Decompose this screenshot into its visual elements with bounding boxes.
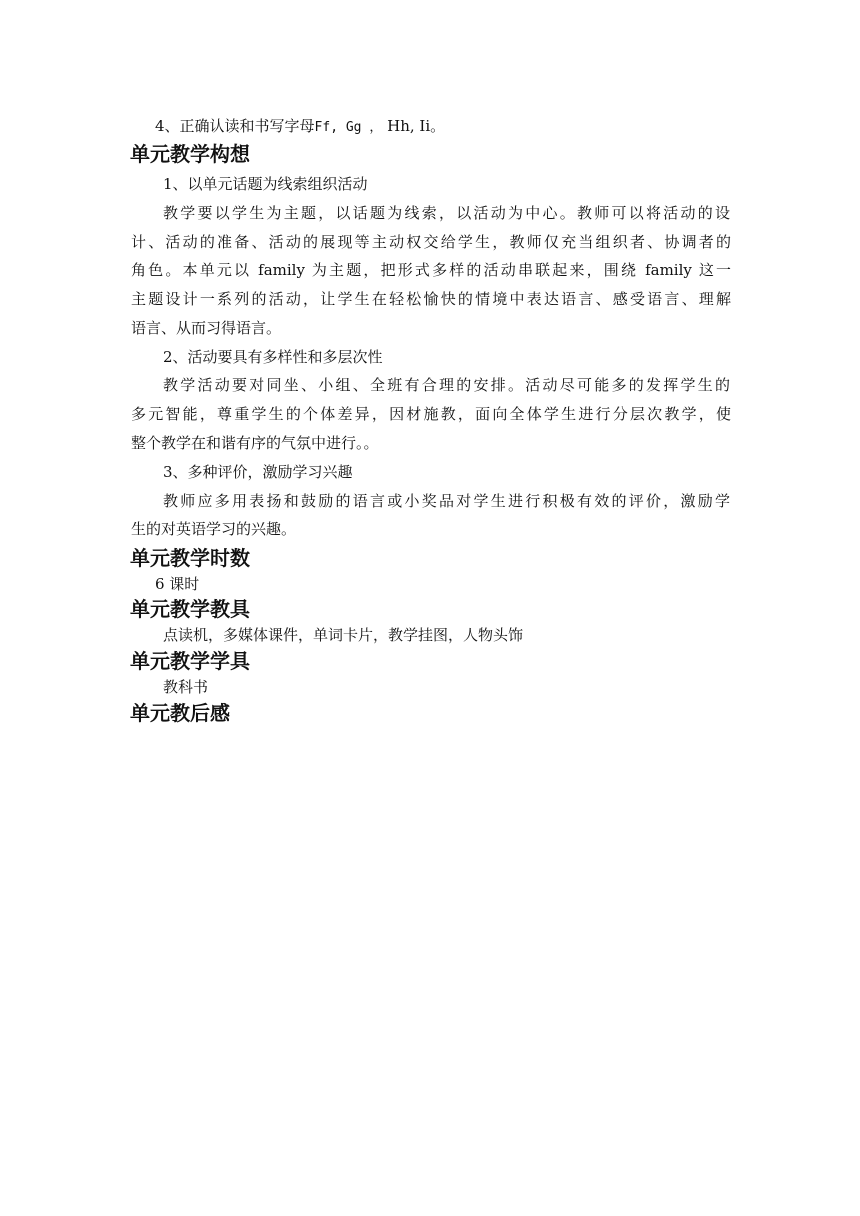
concept-point3-line: 教师应多用表扬和鼓励的语言或小奖品对学生进行积极有效的评价，激励学 — [163, 492, 730, 510]
objective-4-letters: Ff, Gg ， — [314, 120, 383, 135]
hours-heading: 单元教学时数 — [130, 546, 250, 570]
concept-point1-line: 语言、从而习得语言。 — [131, 319, 282, 337]
concept-point1-line: 主题设计一系列的活动，让学生在轻松愉快的情境中表达语言、感受语言、理解 — [131, 290, 731, 308]
concept-point2-title: 2、活动要具有多样性和多层次性 — [163, 348, 383, 366]
concept-point1-line: 教学要以学生为主题，以话题为线索，以活动为中心。教师可以将活动的设 — [163, 204, 730, 222]
teaching-aids-value: 点读机，多媒体课件，单词卡片，教学挂图，人物头饰 — [163, 626, 524, 644]
hours-value: 6 课时 — [155, 575, 200, 593]
objective-4-prefix: 4、正确认读和书写字母 — [155, 117, 315, 135]
concept-point2-line: 多元智能，尊重学生的个体差异，因材施教，面向全体学生进行分层次教学，使 — [131, 405, 731, 423]
concept-point3-line: 生的对英语学习的兴趣。 — [131, 520, 297, 538]
learning-aids-value: 教科书 — [163, 678, 209, 696]
teaching-aids-heading: 单元教学教具 — [130, 597, 250, 621]
concept-point2-line: 整个教学在和谐有序的气氛中进行。。 — [131, 434, 379, 452]
concept-point1-line: 角色。本单元以 family 为主题，把形式多样的活动串联起来，围绕 family 这一 — [131, 261, 731, 279]
concept-point1-line: 计、活动的准备、活动的展现等主动权交给学生，教师仅充当组织者、协调者的 — [131, 233, 731, 251]
concept-point2-line: 教学活动要对同坐、小组、全班有合理的安排。活动尽可能多的发挥学生的 — [163, 376, 730, 394]
learning-aids-heading: 单元教学学具 — [130, 649, 250, 673]
concept-point1-title: 1、以单元话题为线索组织活动 — [163, 175, 368, 193]
reflection-heading: 单元教后感 — [130, 701, 230, 725]
concept-heading: 单元教学构想 — [130, 142, 250, 166]
objective-4 — [155, 115, 755, 139]
objective-4-suffix: Hh, Ii。 — [382, 117, 446, 135]
concept-point3-title: 3、多种评价，激励学习兴趣 — [163, 463, 353, 481]
